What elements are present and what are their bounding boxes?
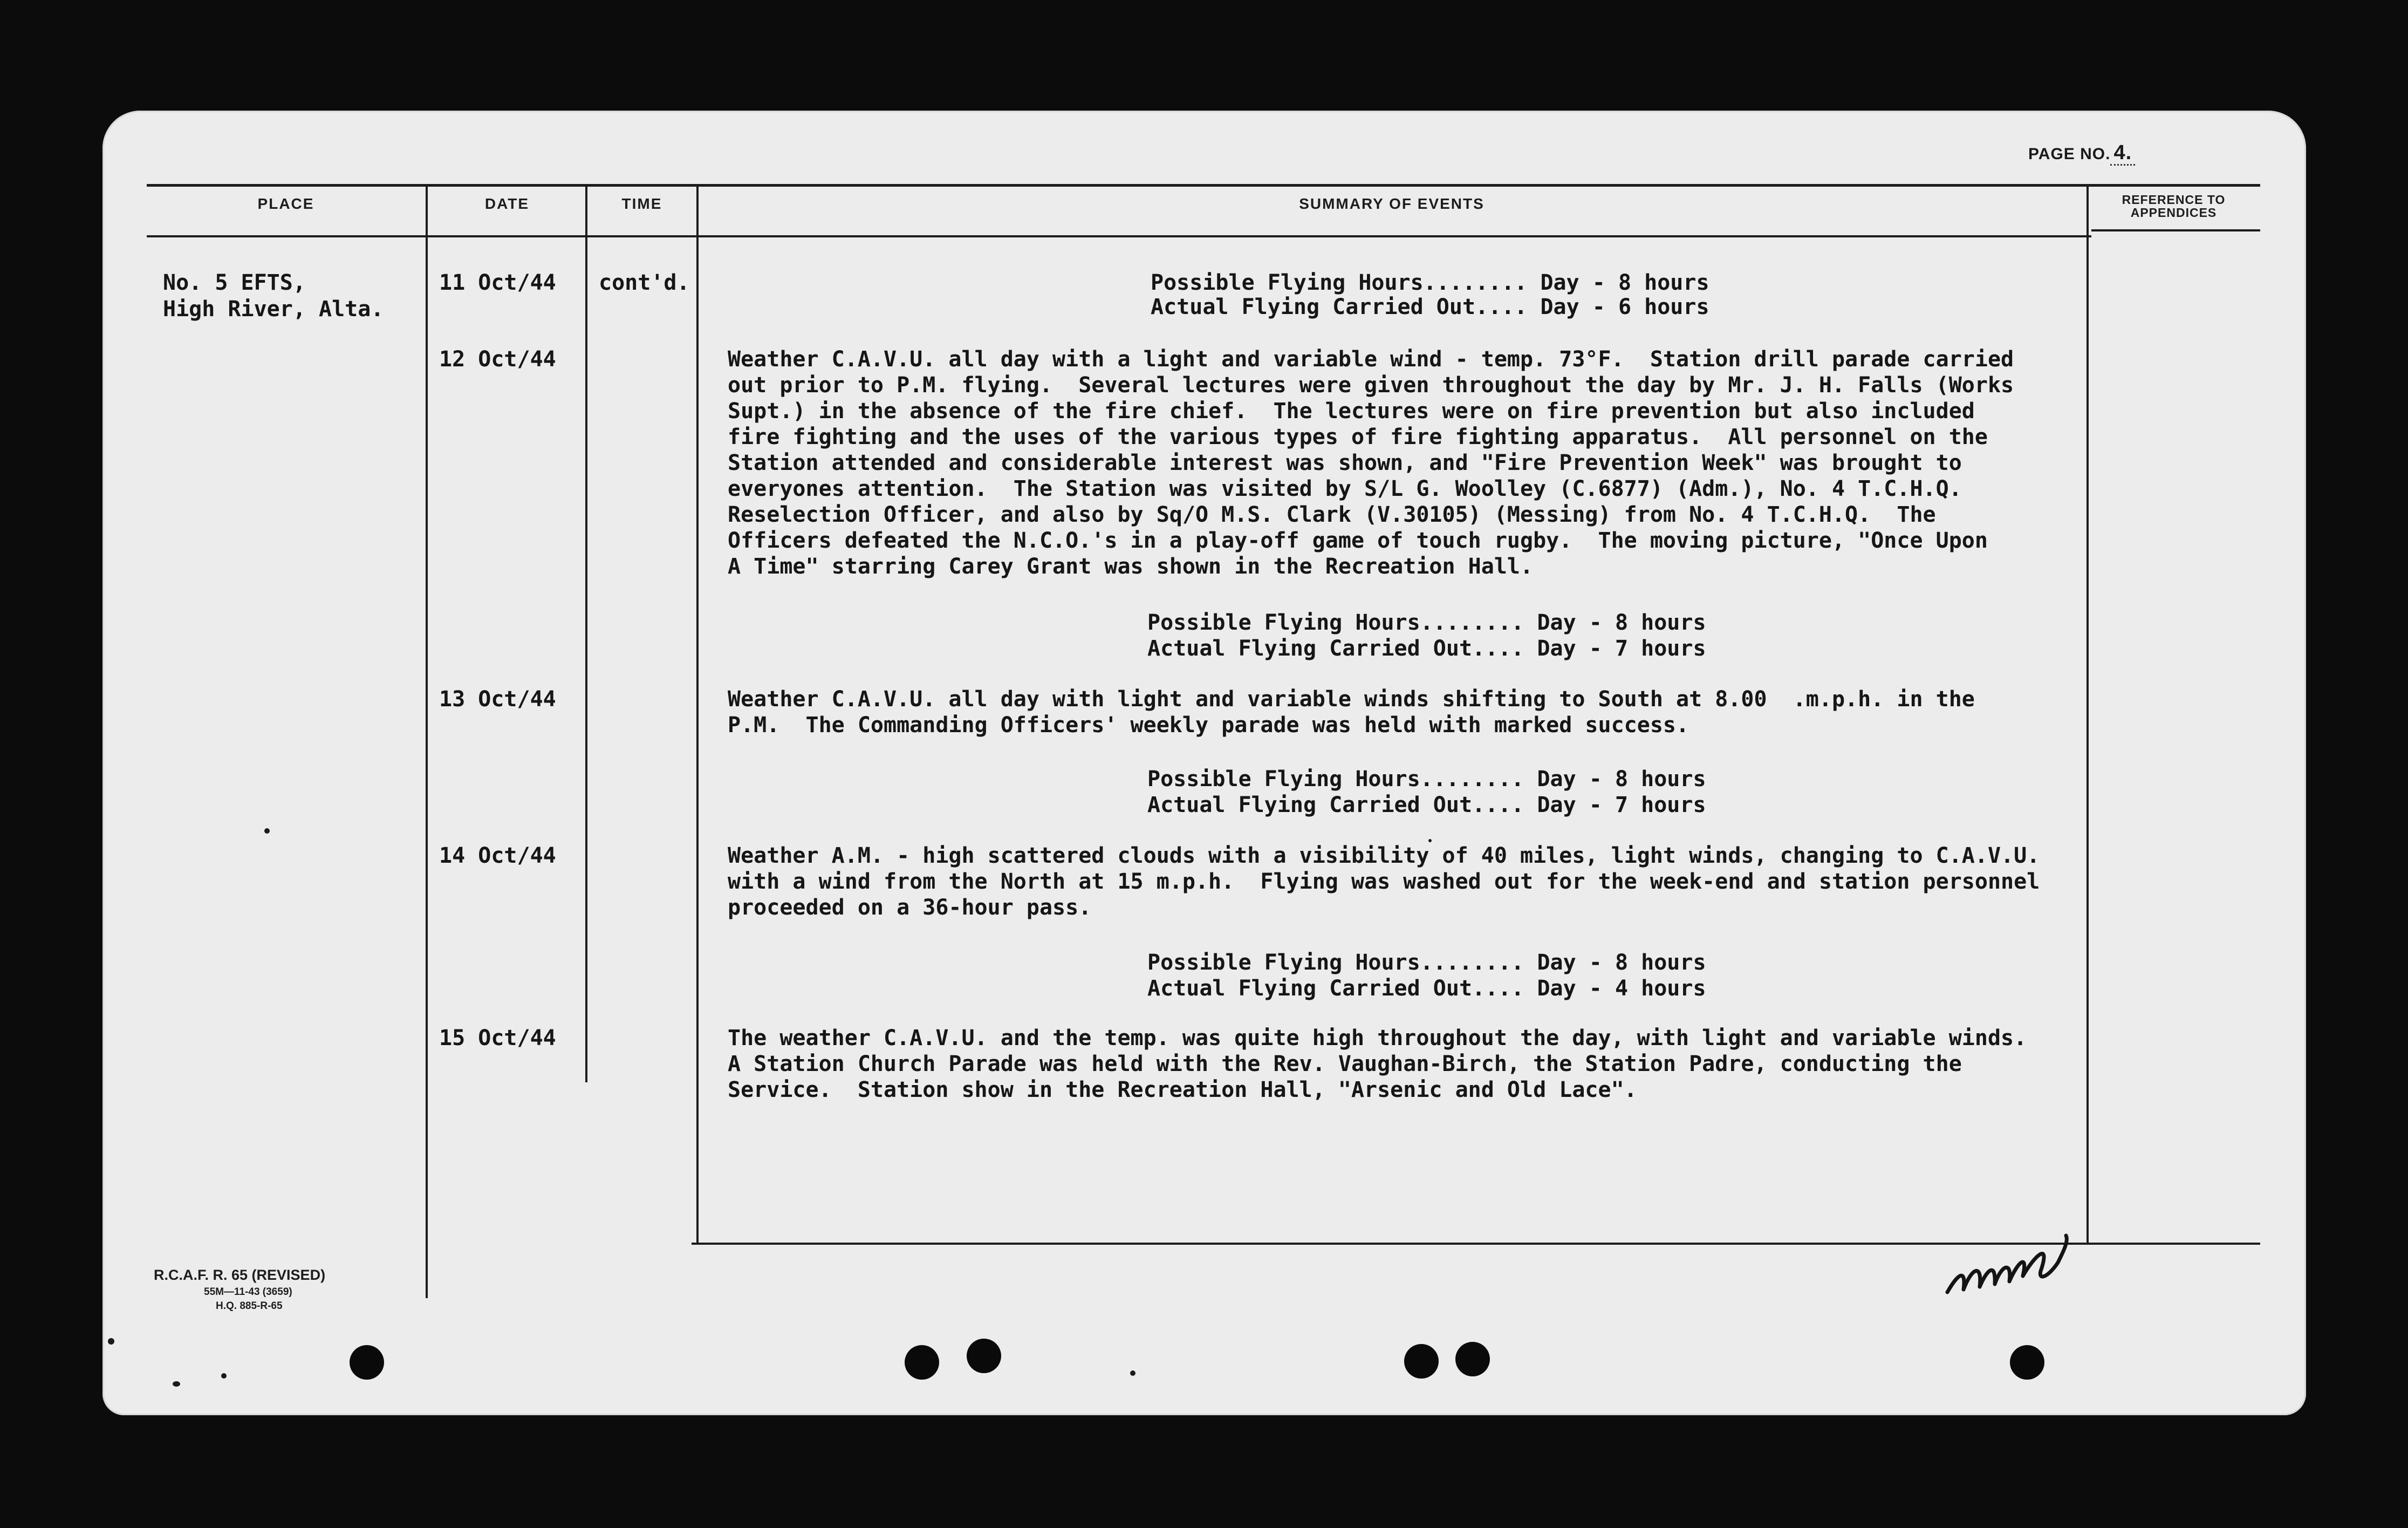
summary-line: Reselection Officer, and also by Sq/O M.S. Clark (V.30105) (Messing) from No. 4 T.C.H.Q. The [728,502,1936,527]
place-line-1: No. 5 EFTS, [163,270,306,295]
speck [108,1338,114,1345]
date-entry-2: 12 Oct/44 [439,347,556,372]
date-entry-5: 15 Oct/44 [439,1026,556,1050]
signature-initials [1942,1230,2082,1300]
possible-hours-4: Possible Flying Hours........ Day - 8 hours [1147,950,1706,975]
actual-hours-2: Actual Flying Carried Out.... Day - 7 hours [1147,636,1706,661]
punch-hole [1455,1342,1490,1376]
date-entry-4: 14 Oct/44 [439,843,556,868]
summary-line: proceeded on a 36-hour pass. [728,895,1092,920]
time-contd: cont'd. [599,270,690,295]
form-hq-code: H.Q. 885-R-65 [216,1300,283,1312]
possible-hours-2: Possible Flying Hours........ Day - 8 hours [1147,610,1706,635]
place-line-2: High River, Alta. [163,297,384,322]
summary-line: P.M. The Commanding Officers' weekly parade was held with marked success. [728,713,1689,738]
actual-hours-3: Actual Flying Carried Out.... Day - 7 hours [1147,793,1706,817]
actual-hours-1: Actual Flying Carried Out.... Day - 6 hours [1151,295,1709,319]
date-entry-3: 13 Oct/44 [439,687,556,712]
date-entry-1: 11 Oct/44 [439,270,556,295]
possible-hours-3: Possible Flying Hours........ Day - 8 hours [1147,767,1706,792]
speck [1428,839,1432,842]
summary-line: Supt.) in the absence of the fire chief. The lectures were on fire prevention but also included [728,399,1975,424]
column-divider-summary [2087,187,2089,1244]
punch-hole [2010,1345,2044,1380]
header-summary: SUMMARY OF EVENTS [1299,195,1485,212]
summary-line: A Time" starring Carey Grant was shown in the Recreation Hall. [728,554,1534,579]
summary-line: fire fighting and the uses of the various types of fire fighting apparatus. All personnel on the [728,425,1988,449]
punch-hole [905,1345,939,1380]
speck [264,828,270,834]
page-number: PAGE NO. 4. [2028,141,2135,165]
page-number-value: 4. [2110,141,2135,166]
punch-hole [967,1339,1001,1373]
table-top-rule [147,184,2260,187]
header-reference: REFERENCE TO APPENDICES [2122,193,2226,220]
column-divider-date [585,187,587,1082]
summary-line: Officers defeated the N.C.O.'s in a play-off game of touch rugby. The moving picture, "Once Upon [728,528,1988,553]
form-print-code: 55M—11-43 (3659) [204,1286,292,1298]
table-header-rule-left [147,235,2091,237]
summary-line: The weather C.A.V.U. and the temp. was quite high throughout the day, with light and variable winds. [728,1026,2027,1050]
possible-hours-1: Possible Flying Hours........ Day - 8 hours [1151,270,1709,295]
table-header-rule-right [2091,229,2260,231]
speck [221,1373,227,1379]
summary-line: Station attended and considerable interest was shown, and "Fire Prevention Week" was brought to [728,451,1962,475]
summary-line: Weather C.A.V.U. all day with a light and variable wind - temp. 73°F. Station drill parade carried [728,347,2014,372]
speck [173,1381,180,1387]
punch-hole [350,1345,384,1380]
column-divider-time [696,187,699,1244]
header-place: PLACE [257,195,314,212]
summary-line: A Station Church Parade was held with the Rev. Vaughan-Birch, the Station Padre, conducting the [728,1052,1962,1076]
summary-line: Weather A.M. - high scattered clouds with a visibility of 40 miles, light winds, changing to C.A.V.U. [728,843,2040,868]
summary-line: Weather C.A.V.U. all day with light and variable winds shifting to South at 8.00 .m.p.h. in the [728,687,1975,712]
summary-line: everyones attention. The Station was visited by S/L G. Woolley (C.6877) (Adm.), No. 4 T.C.H.Q. [728,476,1962,501]
summary-line: with a wind from the North at 15 m.p.h. Flying was washed out for the week-end and station personnel [728,869,2040,894]
actual-hours-4: Actual Flying Carried Out.... Day - 4 hours [1147,976,1706,1001]
summary-line: out prior to P.M. flying. Several lectures were given throughout the day by Mr. J. H. Falls (Works [728,373,2014,398]
form-number: R.C.A.F. R. 65 (REVISED) [154,1267,326,1283]
header-time: TIME [621,195,662,212]
summary-line: Service. Station show in the Recreation Hall, "Arsenic and Old Lace". [728,1077,1637,1102]
column-divider-place [426,187,428,1298]
punch-hole [1404,1344,1439,1379]
speck [1130,1370,1135,1376]
header-date: DATE [484,195,530,212]
